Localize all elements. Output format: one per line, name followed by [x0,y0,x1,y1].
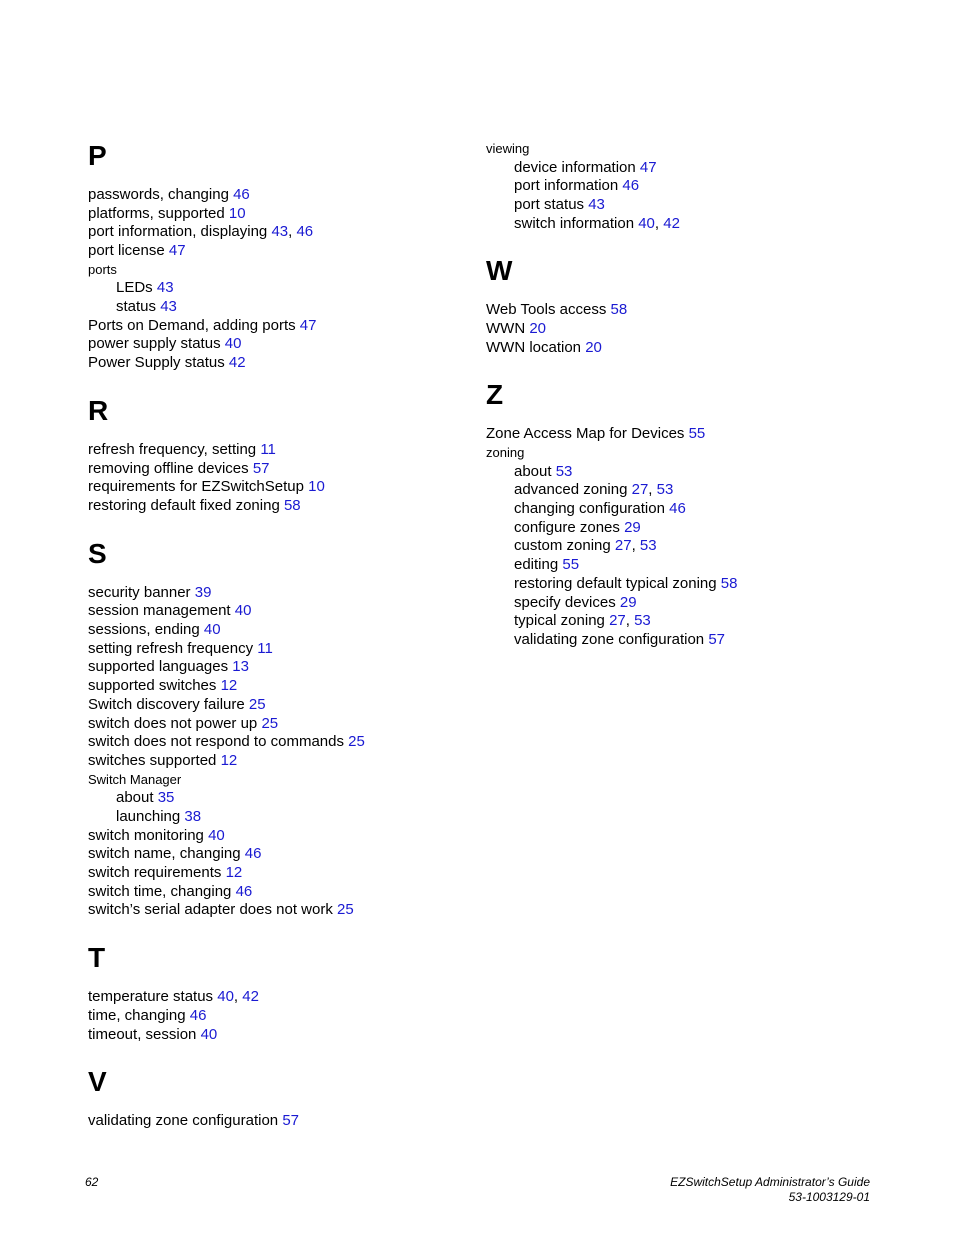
page-link[interactable]: 29 [624,518,641,536]
entry-text: status [116,298,157,316]
index-entry: port information, displaying 43, 46 [88,223,314,241]
index-entry [88,696,468,715]
page-link[interactable]: 46 [244,845,262,863]
page-link[interactable]: 47 [299,316,317,334]
entry-text: device information [514,158,636,176]
entry-text: configure zones [514,518,620,536]
page-link[interactable]: 39 [194,583,212,601]
guide-title: EZSwitchSetup Administrator’s Guide [670,1175,870,1189]
index-subentry [486,159,886,178]
page-link[interactable]: 13 [232,658,249,676]
document-number: 53-1003129-01 [788,1190,870,1204]
entry-text: advanced zoning [514,481,628,499]
page-link[interactable]: 25 [337,901,354,919]
entry-text: sessions, ending [88,621,200,639]
page-link[interactable]: 40 [638,214,655,232]
entry-text: session management [88,602,231,620]
entry-text: zoning [486,445,525,461]
page-link[interactable]: 57 [708,630,725,648]
index-subentry [88,789,468,808]
entry-text: port information, displaying [88,223,268,241]
section-letter: W [486,255,513,287]
index-entry [88,883,468,902]
entry-text: Switch discovery failure [88,695,245,713]
section-letter: S [88,537,107,569]
section-letter: P [88,140,107,171]
entry-text: setting refresh frequency [88,639,254,657]
entry-text: port license [88,242,165,260]
entry-text: restoring default fixed zoning [88,496,280,514]
index-entry [88,752,468,771]
page-link[interactable]: 12 [220,677,238,695]
page-link[interactable]: 27 [631,481,649,499]
page-link[interactable]: 20 [585,338,602,356]
page-link[interactable]: 29 [619,593,637,611]
index-entry [88,715,468,734]
entry-text: about [514,462,552,480]
index-subentry [486,463,886,482]
entry-text: supported languages [88,658,229,676]
entry-text: switch does not respond to commands [88,733,344,751]
index-entry [486,339,886,358]
entry-text: WWN location [486,338,582,356]
page-link[interactable]: 20 [529,320,547,338]
index-entry [88,1007,468,1026]
index-entry [88,901,468,920]
page-link[interactable]: 43 [271,223,289,241]
index-entry [88,497,468,516]
entry-text: timeout, session [88,1025,197,1043]
entry-text: switch requirements [88,863,222,881]
section-letter: Z [486,379,504,411]
index-group-heading [88,771,468,790]
entry-text: switch does not power up [88,714,258,732]
index-entry [88,827,468,846]
index-subentry [486,556,886,575]
page-link[interactable]: 43 [156,279,174,297]
index-column-left [88,140,468,1153]
page-link[interactable]: 43 [588,195,605,213]
entry-text: restoring default typical zoning [514,574,717,592]
page-link[interactable]: 10 [228,204,246,222]
index-entry [88,460,468,479]
section-letter: T [88,942,106,974]
index-entry: temperature status 40, 42 [88,988,259,1006]
entry-text: about [116,789,154,807]
index-subentry [486,631,886,650]
page-link[interactable]: 55 [688,425,706,443]
entry-text: switch information [514,214,635,232]
entry-text: port information [514,177,619,195]
index-section-t [88,942,468,1044]
entry-text: temperature status [88,988,214,1006]
entry-text: switch name, changing [88,845,241,863]
page-link[interactable]: 46 [296,223,314,241]
page-link[interactable]: 10 [308,478,325,496]
page-link[interactable]: 58 [610,301,628,319]
page-link[interactable]: 46 [189,1006,207,1024]
index-section-s [88,538,468,920]
page-link[interactable]: 42 [663,214,680,232]
entry-text: supported switches [88,677,217,695]
index-section-r [88,395,468,516]
index-subentry [486,500,886,519]
page-link[interactable]: 46 [235,882,253,900]
entry-text: passwords, changing [88,186,229,203]
entry-text: specify devices [514,593,616,611]
entry-text: validating zone configuration [514,630,705,648]
page-link[interactable]: 40 [200,1025,218,1043]
page-link[interactable]: 27 [614,537,632,555]
entry-text: power supply status [88,335,221,353]
index-entry [88,1026,468,1045]
index-entry [88,864,468,883]
index-subentry [88,298,468,317]
index-subentry [88,808,468,827]
page-link[interactable]: 57 [252,459,270,477]
index-entry [88,441,468,460]
entry-text: Switch Manager [88,771,182,787]
index-entry [88,640,468,659]
entry-text: security banner [88,583,191,601]
index-subentry [486,519,886,538]
entry-text: switch’s serial adapter does not work [88,901,333,919]
page-link[interactable]: 46 [233,186,250,203]
index-entry [88,242,468,261]
page-link[interactable]: 42 [242,988,259,1006]
page-link[interactable]: 25 [248,695,266,713]
entry-text: platforms, supported [88,204,225,222]
index-subentry: advanced zoning 27, 53 [514,481,674,499]
page-link[interactable]: 12 [220,751,238,769]
index-entry [88,205,468,224]
index-entry [88,602,468,621]
index-entry [88,478,468,497]
page-link[interactable]: 53 [656,481,674,499]
page-link[interactable]: 47 [639,158,657,176]
entry-text: changing configuration [514,500,665,518]
page-link[interactable]: 58 [283,496,301,514]
page-link[interactable]: 27 [609,612,626,630]
index-subentry: custom zoning 27, 53 [514,537,657,555]
index-entry [88,658,468,677]
index-entry [486,320,886,339]
page-link[interactable]: 55 [562,556,580,574]
entry-text: custom zoning [514,537,611,555]
entry-text: port status [514,195,585,213]
index-entry [88,584,468,603]
entry-text: WWN [486,320,526,338]
index-group-heading [88,261,468,280]
entry-text: editing [514,556,559,574]
section-letter: R [88,394,109,426]
index-entry [88,186,468,205]
index-section-continued [486,140,886,233]
page-link[interactable]: 40 [217,988,234,1006]
index-entry [486,301,886,320]
page-link[interactable]: 46 [669,500,686,518]
entry-text: switch monitoring [88,826,204,844]
index-section-z [486,379,886,649]
entry-text: LEDs [116,279,153,297]
page-link[interactable]: 25 [348,733,365,751]
index-group-heading [486,444,886,463]
index-entry [88,354,468,373]
page-link[interactable]: 11 [257,639,273,657]
page-link[interactable]: 40 [224,335,242,353]
index-section-v [88,1066,468,1131]
index-entry [486,425,886,444]
page-number: 62 [85,1175,99,1189]
index-subentry [486,177,886,196]
page-link[interactable]: 25 [261,714,279,732]
page-link[interactable]: 53 [555,462,573,480]
page-link[interactable]: 35 [157,789,175,807]
entry-text: Web Tools access [486,301,607,319]
page-link[interactable]: 12 [225,863,243,881]
entry-text: viewing [486,141,530,156]
page-link[interactable]: 53 [634,612,651,630]
index-entry [88,733,468,752]
entry-text: Zone Access Map for Devices [486,425,685,443]
page-link[interactable]: 46 [622,177,640,195]
page-link[interactable]: 42 [228,354,246,372]
entry-text: validating zone configuration [88,1112,279,1130]
index-subentry: typical zoning 27, 53 [514,612,651,630]
entry-text: requirements for EZSwitchSetup [88,478,304,496]
index-subentry [486,575,886,594]
index-entry [88,677,468,696]
index-column-right [486,140,886,672]
page-link[interactable]: 47 [168,242,186,260]
entry-text: switches supported [88,751,217,769]
entry-text: refresh frequency, setting [88,440,257,458]
entry-text: removing offline devices [88,459,249,477]
entry-text: typical zoning [514,612,605,630]
entry-text: Power Supply status [88,354,225,372]
index-entry [88,621,468,640]
page-link[interactable]: 53 [639,537,657,555]
document-footer [670,1175,870,1205]
index-subentry [88,279,468,298]
page-link[interactable]: 11 [260,440,276,458]
index-entry [88,317,468,336]
entry-text: ports [88,261,117,277]
index-subentry: switch information 40, 42 [514,214,680,232]
page-link[interactable]: 58 [720,574,738,592]
page-link[interactable]: 40 [208,826,225,844]
index-group-heading [486,140,886,159]
page-link[interactable]: 40 [203,621,221,639]
index-entry [88,1112,468,1131]
entry-text: Ports on Demand, adding ports [88,316,296,334]
index-subentry [486,594,886,613]
page-link[interactable]: 38 [184,807,202,825]
entry-text: time, changing [88,1006,186,1024]
page-link[interactable]: 43 [160,298,177,316]
index-subentry [486,196,886,215]
index-section-w [486,255,886,357]
page-link[interactable]: 57 [282,1112,299,1130]
entry-text: switch time, changing [88,882,232,900]
index-entry [88,335,468,354]
page-link[interactable]: 40 [234,602,252,620]
index-entry [88,845,468,864]
index-section-p [88,140,468,373]
entry-text: launching [116,807,181,825]
section-letter: V [88,1066,107,1098]
